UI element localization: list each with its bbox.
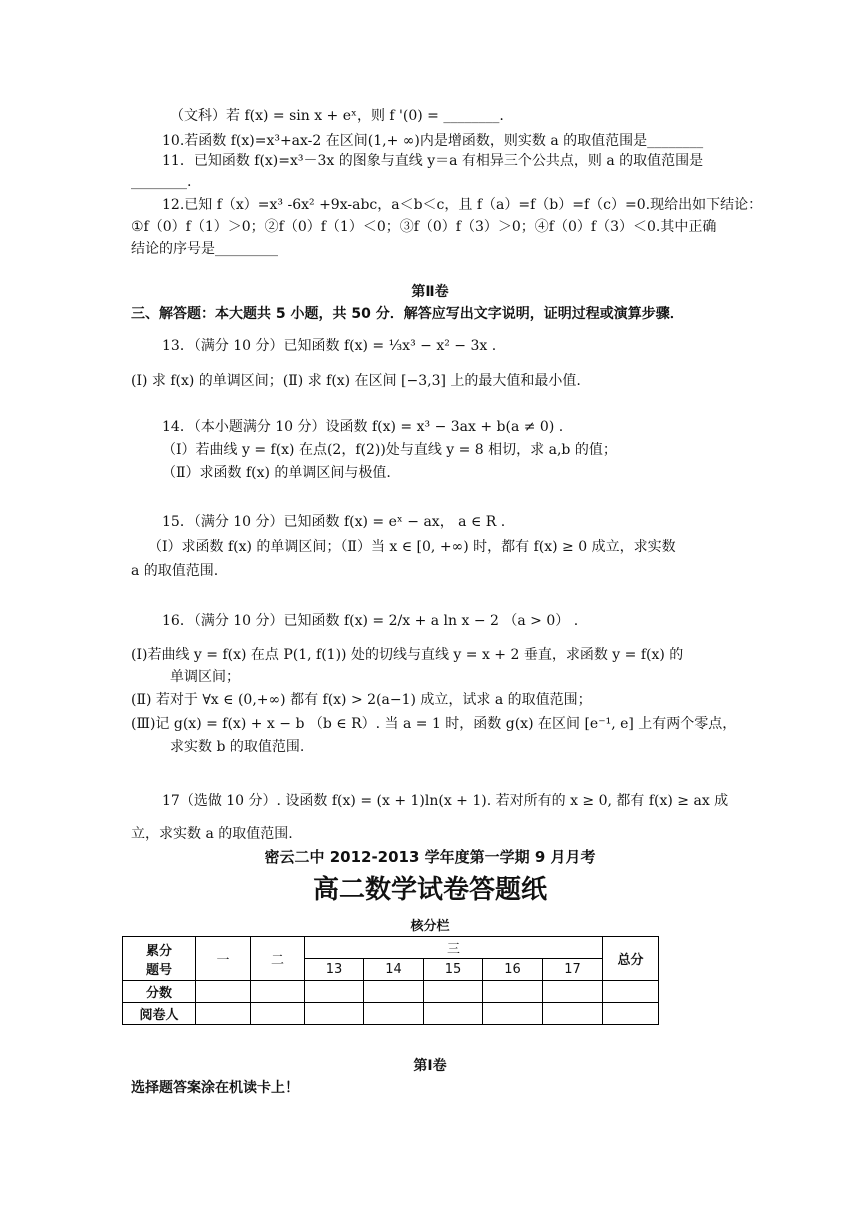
table-row bbox=[123, 981, 659, 1003]
grader-cell[interactable] bbox=[196, 1003, 251, 1025]
part-3-heading: 三、解答题：本大题共 5 小题，共 50 分．解答应写出文字说明，证明过程或演算步骤． bbox=[131, 306, 684, 322]
section-1-heading: 第Ⅰ卷 bbox=[413, 1058, 447, 1074]
row-label-grader: 阅卷人 bbox=[123, 1003, 196, 1025]
question-16-part2: (Ⅱ) 若对于 ∀x ∈ (0,+∞) 都有 f(x) > 2(a−1) 成立，试求 a 的取值范围； bbox=[131, 692, 592, 708]
sub-header-15: 15 bbox=[424, 959, 483, 981]
row-label-score: 分数 bbox=[123, 981, 196, 1003]
score-cell[interactable] bbox=[196, 981, 251, 1003]
question-17-cont: 立，求实数 a 的取值范围. bbox=[131, 826, 293, 842]
grader-cell[interactable] bbox=[424, 1003, 483, 1025]
grader-cell[interactable] bbox=[543, 1003, 603, 1025]
line-wenke: （文科）若 f(x) = sin x + eˣ，则 f '(0) = ________. bbox=[170, 108, 504, 124]
sub-header-17: 17 bbox=[543, 959, 603, 981]
sub-header-14: 14 bbox=[364, 959, 424, 981]
question-14: 14．（本小题满分 10 分）设函数 f(x) = x³ − 3ax + b(a ≠ 0) . bbox=[162, 419, 564, 435]
grader-cell[interactable] bbox=[305, 1003, 364, 1025]
question-16-part3: (Ⅲ)记 g(x) = f(x) + x − b （b ∈ R）. 当 a = 1 时，函数 g(x) 在区间 [e⁻¹, e] 上有两个零点， bbox=[131, 716, 737, 732]
grader-cell[interactable] bbox=[251, 1003, 305, 1025]
score-cell[interactable] bbox=[543, 981, 603, 1003]
question-15: 15．（满分 10 分）已知函数 f(x) = eˣ − ax， a ∈ R . bbox=[162, 514, 506, 530]
question-11-cont: ________. bbox=[131, 174, 192, 190]
col-header-2: 二 bbox=[251, 937, 305, 981]
score-cell[interactable] bbox=[424, 981, 483, 1003]
question-15-parts: （Ⅰ）求函数 f(x) 的单调区间；（Ⅱ）当 x ∈ [0, +∞) 时，都有 f(x) ≥ 0 成立，求实数 bbox=[148, 539, 676, 555]
question-13-parts: (Ⅰ) 求 f(x) 的单调区间；(Ⅱ) 求 f(x) 在区间 [−3,3] 上的最大值和最小值. bbox=[131, 373, 581, 389]
school-heading: 密云二中 2012-2013 学年度第一学期 9 月月考 bbox=[264, 848, 596, 866]
col-header-total: 总分 bbox=[603, 937, 659, 981]
sub-header-16: 16 bbox=[483, 959, 543, 981]
score-cell[interactable] bbox=[603, 981, 659, 1003]
corner-bottom-label: 题号 bbox=[145, 962, 172, 978]
table-row bbox=[123, 1003, 659, 1025]
question-14-part1: （Ⅰ）若曲线 y = f(x) 在点(2，f(2))处与直线 y = 8 相切，求 a,b 的值； bbox=[162, 442, 617, 458]
question-10: 10.若函数 f(x)=x³+ax-2 在区间(1,+ ∞)内是增函数，则实数 a 的取值范围是________ bbox=[162, 133, 704, 149]
score-cell[interactable] bbox=[483, 981, 543, 1003]
answer-note: 选择题答案涂在机读卡上！ bbox=[131, 1080, 299, 1096]
question-16-part3-cont: 求实数 b 的取值范围. bbox=[170, 739, 305, 755]
question-17: 17（选做 10 分）. 设函数 f(x) = (x + 1)ln(x + 1). 若对所有的 x ≥ 0, 都有 f(x) ≥ ax 成 bbox=[162, 793, 729, 809]
answer-sheet-title: 高二数学试卷答题纸 bbox=[312, 875, 547, 905]
question-11: 11．已知函数 f(x)=x³－3x 的图象与直线 y＝a 有相异三个公共点，则 a 的取值范围是 bbox=[162, 153, 704, 169]
grader-cell[interactable] bbox=[603, 1003, 659, 1025]
col-header-3: 三 bbox=[305, 937, 603, 959]
corner-top-label: 累分 bbox=[145, 943, 172, 959]
question-13: 13．（满分 10 分）已知函数 f(x) = ⅓x³ − x² − 3x . bbox=[162, 338, 497, 354]
grader-cell[interactable] bbox=[483, 1003, 543, 1025]
score-cell[interactable] bbox=[305, 981, 364, 1003]
question-16-part1-cont: 单调区间； bbox=[170, 669, 240, 685]
table-corner bbox=[123, 937, 196, 981]
question-12-cont: ①f（0）f（1）＞0；②f（0）f（1）＜0；③f（0）f（3）＞0；④f（0）f（3）＜0.其中正确 bbox=[131, 219, 717, 235]
score-cell[interactable] bbox=[364, 981, 424, 1003]
question-12: 12.已知 f（x）=x³ -6x² +9x-abc，a＜b＜c，且 f（a）=f（b）=f（c）=0.现给出如下结论： bbox=[162, 197, 763, 213]
col-header-1: 一 bbox=[196, 937, 251, 981]
question-14-part2: （Ⅱ）求函数 f(x) 的单调区间与极值. bbox=[162, 465, 391, 481]
question-12-cont2: 结论的序号是_________ bbox=[131, 241, 278, 257]
section-2-heading: 第Ⅱ卷 bbox=[411, 284, 449, 300]
question-16-part1: (Ⅰ)若曲线 y = f(x) 在点 P(1, f(1)) 处的切线与直线 y = x + 2 垂直，求函数 y = f(x) 的 bbox=[131, 647, 684, 663]
question-16: 16．（满分 10 分）已知函数 f(x) = 2/x + a ln x − 2 （a > 0） . bbox=[162, 613, 579, 629]
score-cell[interactable] bbox=[251, 981, 305, 1003]
question-15-cont: a 的取值范围. bbox=[131, 563, 219, 579]
grader-cell[interactable] bbox=[364, 1003, 424, 1025]
sub-header-13: 13 bbox=[305, 959, 364, 981]
score-table bbox=[122, 936, 659, 1025]
score-caption: 核分栏 bbox=[410, 919, 450, 934]
